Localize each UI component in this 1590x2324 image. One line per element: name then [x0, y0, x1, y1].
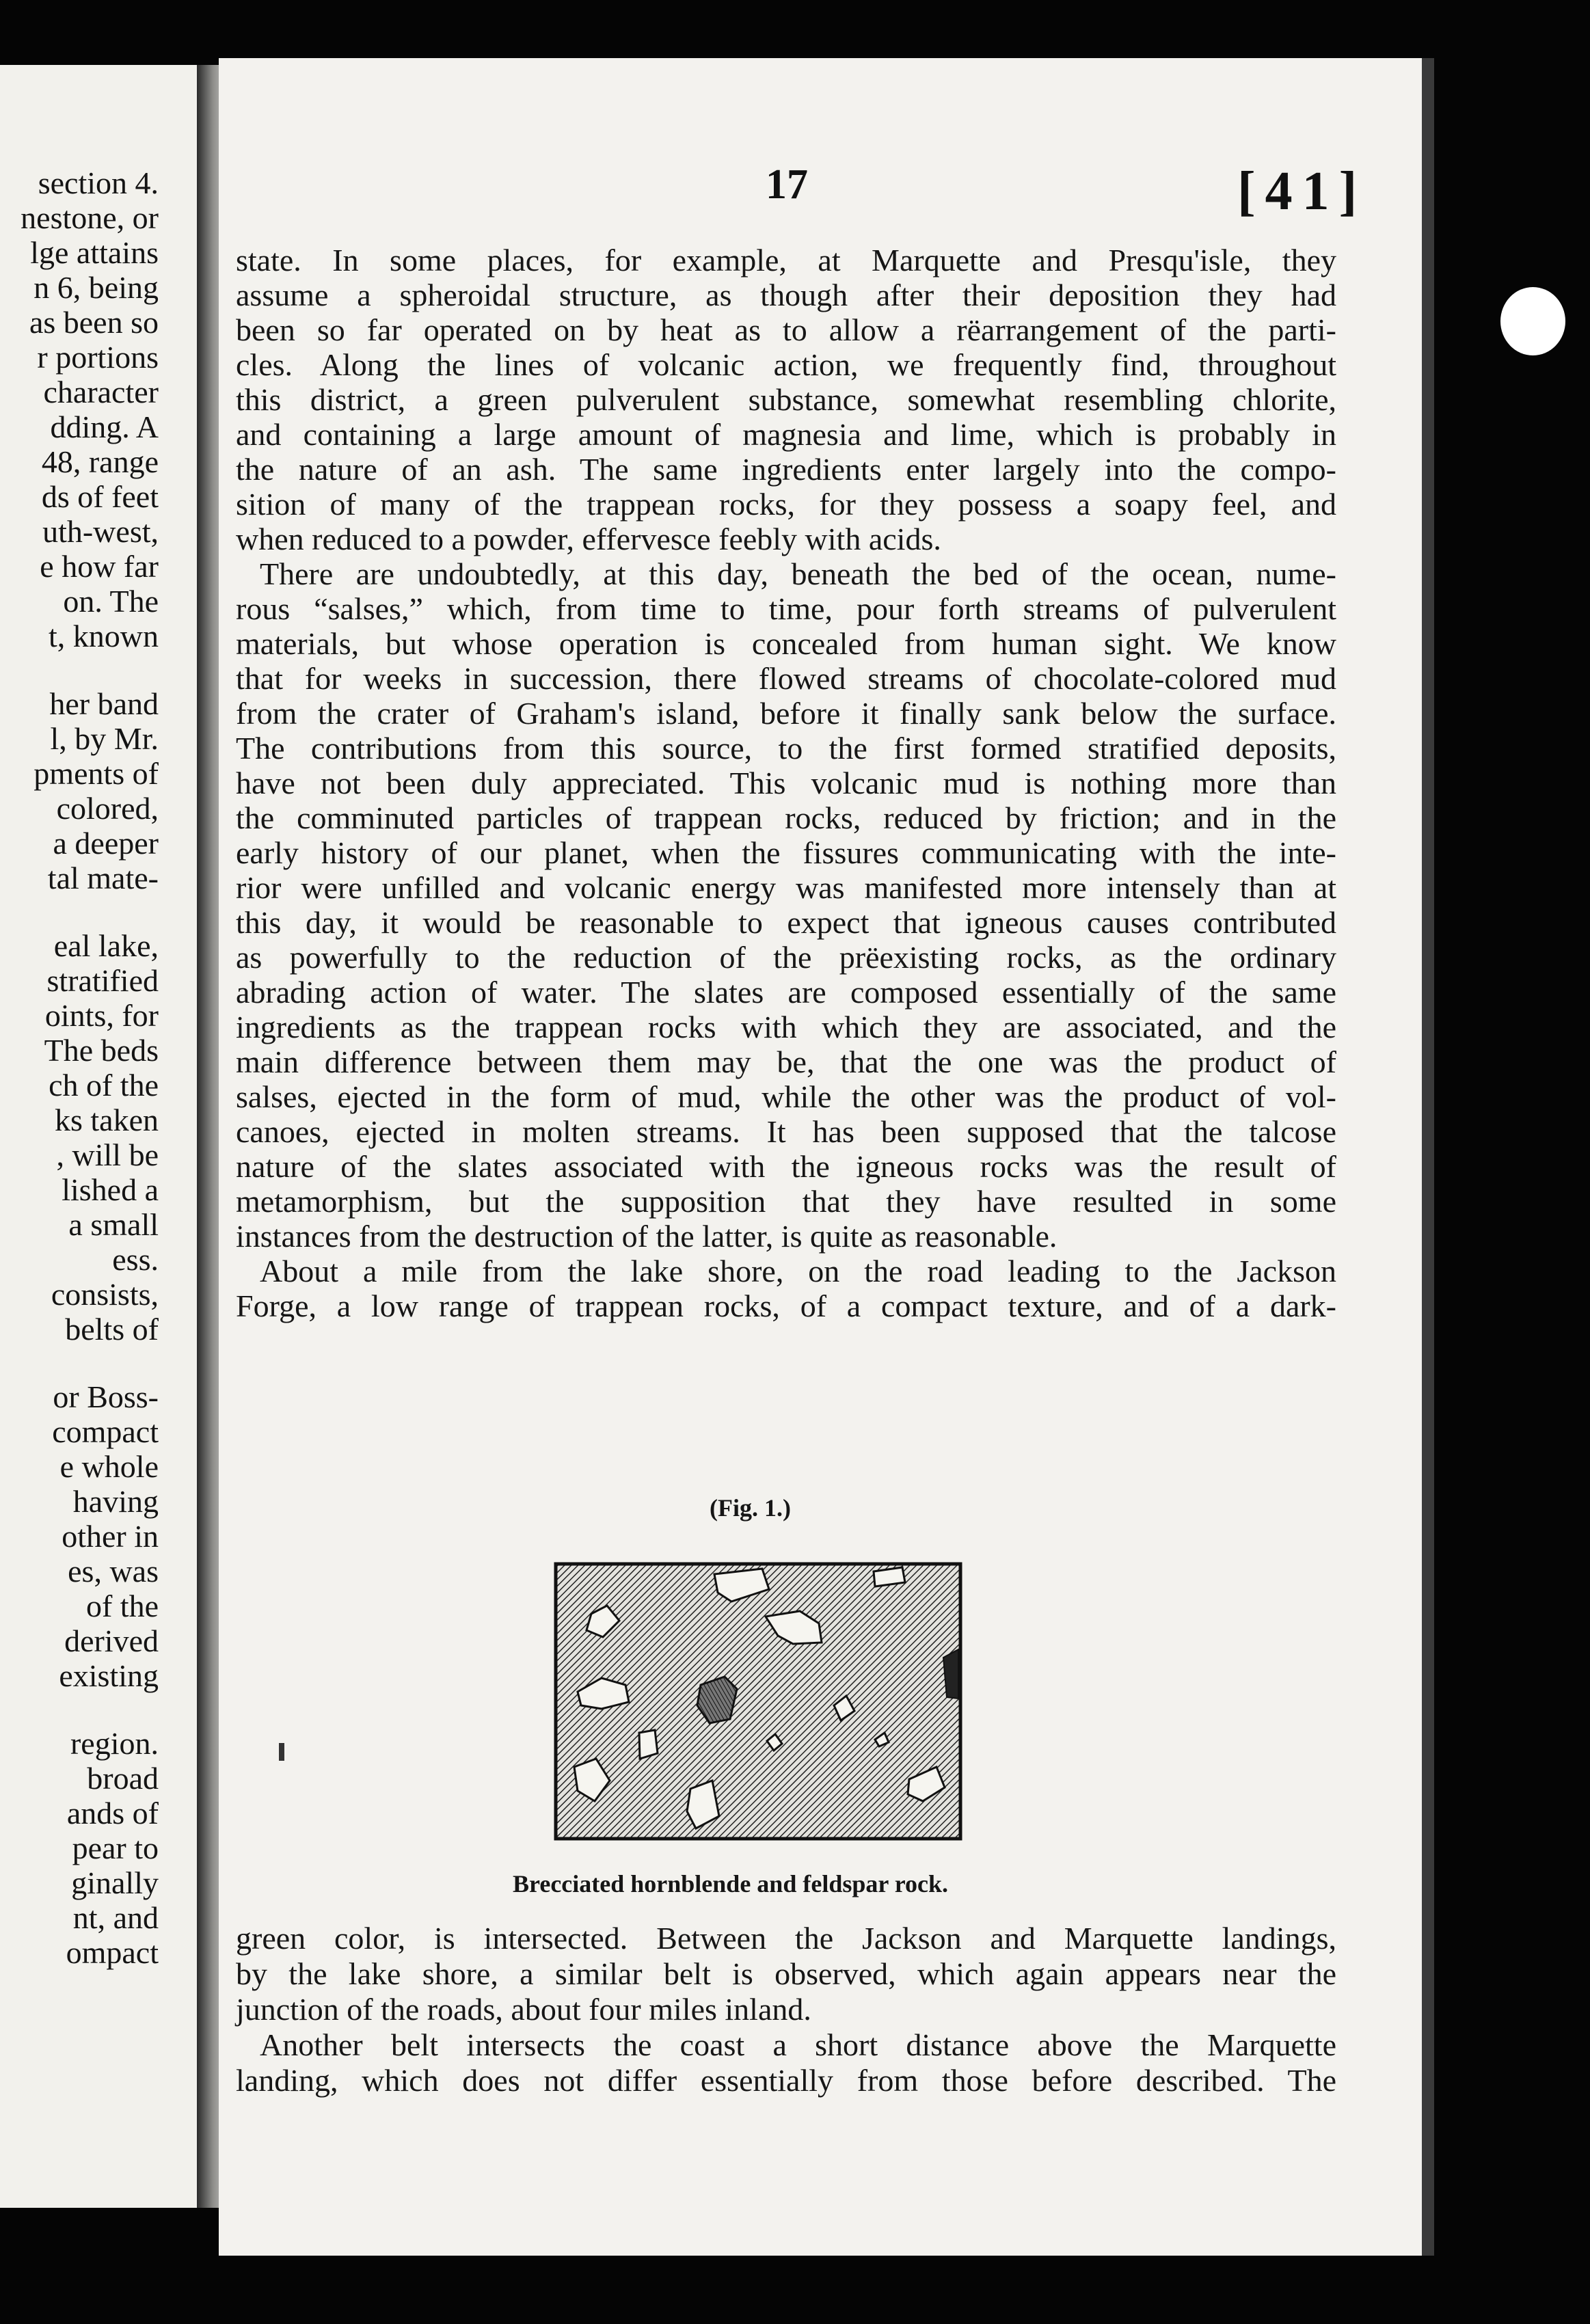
bracket-page-number: [41] — [1237, 161, 1367, 221]
body-text-line: early history of our planet, when the fissures communicating with the inte- — [236, 835, 1336, 870]
left-page-fragment-line: a small — [68, 1207, 159, 1242]
left-page-fragment-line: ands of — [66, 1796, 159, 1830]
left-page-fragment-line: e how far — [40, 549, 159, 584]
body-text-line: by the lake shore, a similar belt is observed, which again appears near the — [236, 1956, 1336, 1991]
body-text-line: The contributions from this source, to the first formed stratified deposits, — [236, 731, 1336, 766]
left-page-fragment-line: l, by Mr. — [50, 721, 159, 756]
left-page-fragment-line: ks taken — [54, 1103, 159, 1137]
left-page-fragment-line: colored, — [56, 791, 159, 826]
body-text-line: instances from the destruction of the latter, is quite as reasonable. — [236, 1219, 1057, 1254]
left-page-fragment-line: t, known — [49, 619, 159, 653]
left-page-fragment-line: ds of feet — [41, 479, 159, 514]
left-page-fragment-line: compact — [52, 1414, 159, 1449]
left-page-fragment-line: region. — [70, 1726, 159, 1761]
body-text-line: ingredients as the trappean rocks with which they are associated, and the — [236, 1010, 1336, 1044]
figure-caption: Brecciated hornblende and feldspar rock. — [513, 1870, 949, 1897]
body-text-line: sition of many of the trappean rocks, for they possess a soapy feel, and — [236, 487, 1336, 522]
left-page-fragment-line: stratified — [46, 963, 159, 998]
margin-mark — [279, 1743, 284, 1761]
left-page-fragment-line: having — [72, 1484, 159, 1519]
body-text-line: salses, ejected in the form of mud, while the other was the product of vol- — [236, 1079, 1336, 1114]
left-page-fragment-line: a deeper — [53, 826, 159, 861]
body-text-line: this day, it would be reasonable to expect that igneous causes contributed — [236, 905, 1336, 940]
left-page-fragment-line: eal lake, — [53, 928, 159, 963]
left-page-fragment-line: ch of the — [49, 1068, 159, 1103]
left-page-fragment-line: ess. — [112, 1242, 159, 1277]
body-text-line: the comminuted particles of trappean rocks, reduced by friction; and in the — [236, 800, 1336, 835]
figure-label: (Fig. 1.) — [710, 1494, 791, 1522]
left-page-fragment-line: on. The — [63, 584, 159, 619]
body-text-line: abrading action of water. The slates are composed essentially of the same — [236, 975, 1336, 1010]
left-page-fragment-line: consists, — [51, 1277, 159, 1312]
left-page-fragment-line: dding. A — [50, 409, 159, 444]
left-page-fragment-line: as been so — [29, 305, 159, 340]
left-page-fragment-line: e whole — [59, 1449, 159, 1484]
left-page-fragment-line: The beds — [44, 1033, 159, 1068]
body-text-line: metamorphism, but the supposition that they have resulted in some — [236, 1184, 1336, 1219]
body-text-line: and containing a large amount of magnesia and lime, which is probably in — [236, 417, 1336, 452]
left-page-fragment-line: broad — [87, 1761, 159, 1796]
body-text-line: About a mile from the lake shore, on the road leading to the Jackson — [260, 1254, 1336, 1288]
body-text-line: assume a spheroidal structure, as though after their deposition they had — [236, 278, 1336, 312]
brecciated-rock-figure — [554, 1562, 962, 1841]
left-page-fragment-line: other in — [62, 1519, 159, 1554]
left-page-fragment-line: oints, for — [44, 998, 159, 1033]
body-text-line: rous “salses,” which, from time to time, pour forth streams of pulverulent — [236, 591, 1336, 626]
left-page-fragment-line: ompact — [66, 1935, 159, 1970]
body-text-line: green color, is intersected. Between the Jackson and Marquette landings, — [236, 1921, 1336, 1956]
left-page-fragment-line: nt, and — [72, 1900, 159, 1935]
body-text-line: rior were unfilled and volcanic energy was manifested more intensely than at — [236, 870, 1336, 905]
left-page-fragment-line: or Boss- — [53, 1379, 159, 1414]
body-text-line: cles. Along the lines of volcanic action, we frequently find, throughout — [236, 347, 1336, 382]
left-page-fragment-line: section 4. — [38, 165, 159, 200]
body-text-line: have not been duly appreciated. This volcanic mud is nothing more than — [236, 766, 1336, 800]
left-page-fragment-line: es, was — [68, 1554, 159, 1589]
left-page-fragment-line: lished a — [62, 1172, 159, 1207]
left-page-fragment-line: uth-west, — [42, 514, 159, 549]
left-page-fragment-line: ginally — [71, 1865, 159, 1900]
left-page-fragment-line: character — [43, 375, 159, 409]
body-text-line: Another belt intersects the coast a short distance above the Marquette — [260, 2027, 1336, 2062]
body-text-line: when reduced to a powder, effervesce feebly with acids. — [236, 522, 941, 556]
left-page-fragment-line: nestone, or — [21, 200, 159, 235]
body-text-line: state. In some places, for example, at Marquette and Presqu'isle, they — [236, 243, 1336, 278]
body-text-line: canoes, ejected in molten streams. It has been supposed that the talcose — [236, 1114, 1336, 1149]
body-text-line: junction of the roads, about four miles inland. — [236, 1992, 811, 2027]
body-text-line: this district, a green pulverulent substance, somewhat resembling chlorite, — [236, 382, 1336, 417]
body-text-line: nature of the slates associated with the igneous rocks was the result of — [236, 1149, 1336, 1184]
body-text-line: as powerfully to the reduction of the prëexisting rocks, as the ordinary — [236, 940, 1336, 975]
left-page-fragment-line: tal mate- — [47, 861, 159, 895]
body-text-line: Forge, a low range of trappean rocks, of a compact texture, and of a dark- — [236, 1288, 1336, 1323]
left-page-fragment-line: her band — [49, 686, 159, 721]
left-page-fragment-line: 48, range — [41, 444, 159, 479]
left-page-fragment-line: pments of — [33, 756, 159, 791]
left-page-fragment-line: lge attains — [30, 235, 159, 270]
left-page-fragment-line: pear to — [72, 1830, 159, 1865]
left-page-fragment-line: belts of — [65, 1312, 159, 1347]
left-page-fragment-line: , will be — [56, 1137, 159, 1172]
page-number: 17 — [766, 161, 808, 208]
body-text-line: There are undoubtedly, at this day, beneath the bed of the ocean, nume- — [260, 556, 1336, 591]
left-page-fragment-line: derived — [64, 1623, 159, 1658]
left-page-fragment-line: r portions — [37, 340, 159, 375]
body-text-line: the nature of an ash. The same ingredients enter largely into the compo- — [236, 452, 1336, 487]
body-text-line: materials, but whose operation is concealed from human sight. We know — [236, 626, 1336, 661]
left-page-fragment-line: n 6, being — [33, 270, 159, 305]
body-text-line: been so far operated on by heat as to allow a rëarrangement of the parti- — [236, 312, 1336, 347]
body-text-line: main difference between them may be, that the one was the product of — [236, 1044, 1336, 1079]
left-page-fragment — [0, 65, 201, 2208]
body-text-line: from the crater of Graham's island, before it finally sank below the surface. — [236, 696, 1336, 731]
left-page-fragment-line: existing — [59, 1658, 159, 1693]
dark-edge-fragment — [943, 1649, 958, 1699]
ring-hole — [1500, 287, 1565, 355]
left-page-fragment-line: of the — [85, 1589, 159, 1623]
body-text-line: that for weeks in succession, there flowed streams of chocolate-colored mud — [236, 661, 1336, 696]
body-text-line: landing, which does not differ essentially from those before described. The — [236, 2063, 1336, 2098]
right-page — [219, 58, 1434, 2256]
